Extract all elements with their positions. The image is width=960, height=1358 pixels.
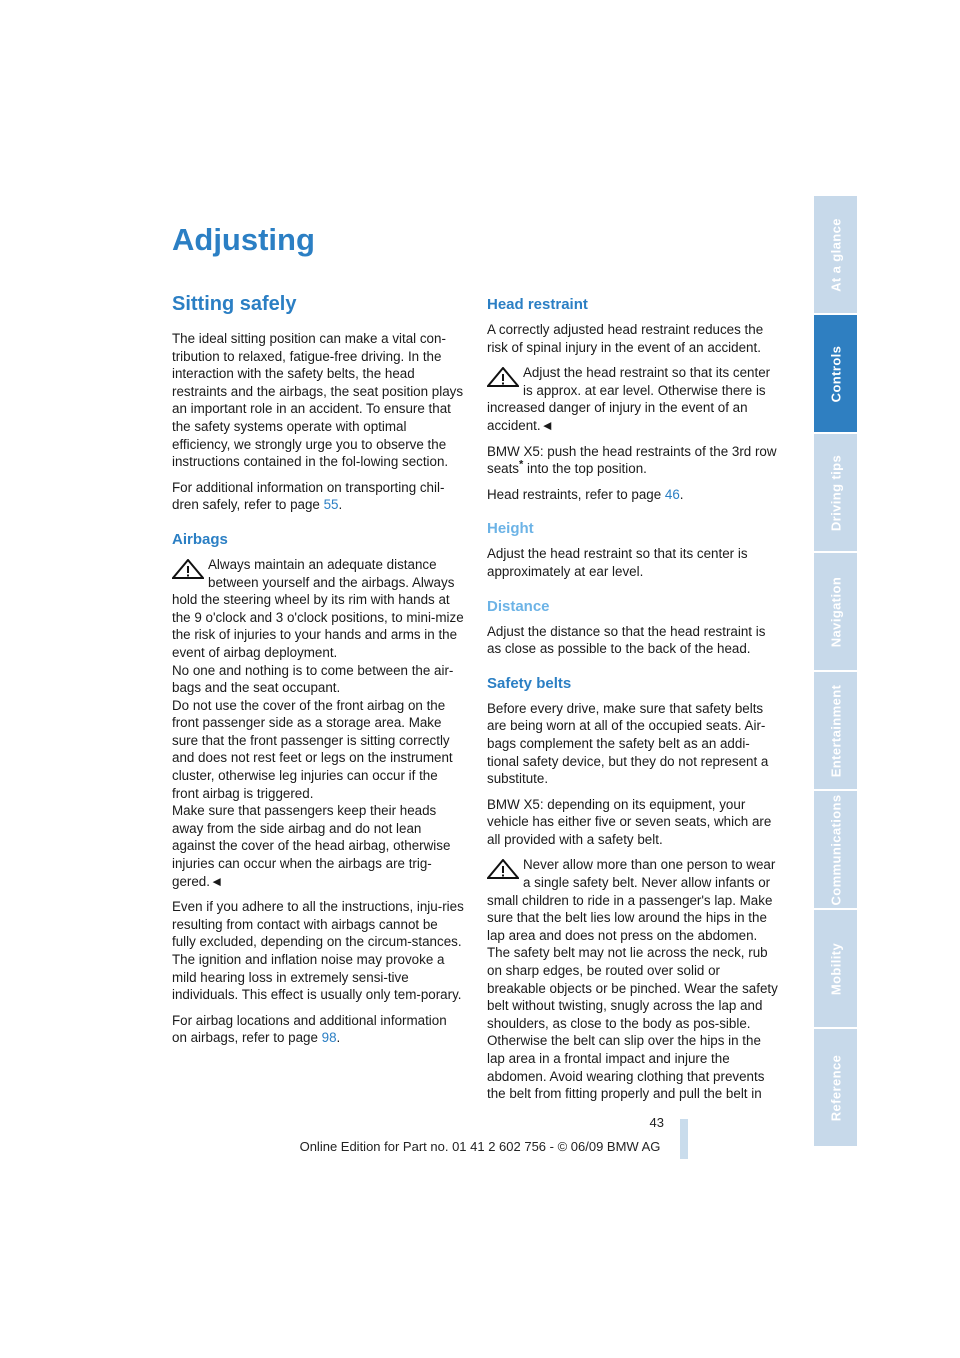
paragraph: The ideal sitting position can make a vital con-tribution to relaxed, fatigue-free driving. In the interaction with the safety belts, the head restraints and the airbags, the seat position plays an important role in an accident. To ensure that the safety systems operate with optimal efficiency, we strongly urge you to observe the instructions contained in the fol-lowing section. bbox=[172, 331, 464, 470]
warning-triangle-icon bbox=[487, 859, 519, 879]
warning-block: Never allow more than one person to wear a single safety belt. Never allow infants or small children to ride in a passenger's lap. Make sure that the belt lies low around the hips in the lap area and does not press on the abdomen. The safety belt may not lie across the neck, rub on sharp edges, be routed over solid or breakable objects or be pinched. Wear the safety belt without twisting, snugly across the lap and shoulders, as close to the body as pos-sible. Otherwise the belt can slip over the hips in the lap area in a frontal impact and injure the abdomen. Avoid wearing clothing that prevents the belt from fitting properly and pull the belt in bbox=[487, 857, 778, 1102]
page-title: Adjusting bbox=[172, 222, 315, 257]
warning-triangle-icon bbox=[172, 559, 204, 579]
paragraph: BMW X5: push the head restraints of the 3rd row seats* into the top position. bbox=[487, 443, 777, 477]
warning-block: Adjust the head restraint so that its center is approx. at ear level. Otherwise there is increased danger of injury in the event of an accident.◄ bbox=[487, 365, 771, 433]
subheading-distance: Distance bbox=[487, 597, 550, 615]
page-link[interactable]: 55 bbox=[323, 497, 339, 513]
tab-entertainment[interactable]: Entertainment bbox=[814, 672, 857, 789]
paragraph: Adjust the distance so that the head restraint is as close as possible to the back of the head. bbox=[487, 623, 766, 657]
paragraph: Adjust the head restraint so that its center is approximately at ear level. bbox=[487, 546, 748, 579]
paragraph: Head restraints, refer to page 46. bbox=[487, 486, 684, 502]
left-column bbox=[172, 292, 464, 1055]
tab-mobility[interactable]: Mobility bbox=[814, 910, 857, 1027]
tab-reference[interactable]: Reference bbox=[814, 1029, 857, 1146]
paragraph: BMW X5: depending on its equipment, your vehicle has either five or seven seats, which are all provided with a safety belt. bbox=[487, 796, 772, 847]
subheading-airbags: Airbags bbox=[172, 530, 228, 548]
tab-communications[interactable]: Communications bbox=[814, 791, 857, 908]
subheading-height: Height bbox=[487, 520, 534, 538]
page-link[interactable]: 46 bbox=[664, 486, 680, 502]
paragraph: A correctly adjusted head restraint reduces the risk of spinal injury in the event of an accident. bbox=[487, 322, 764, 355]
subheading-safety-belts: Safety belts bbox=[487, 674, 572, 692]
tab-at-a-glance[interactable]: At a glance bbox=[814, 196, 857, 313]
option-asterisk: * bbox=[519, 458, 524, 471]
paragraph: Before every drive, make sure that safety belts are being worn at all of the occupied seats. Air-bags complement the safety belt as an addi-tional safety device, but they do not represent a substitute. bbox=[487, 700, 769, 787]
tab-driving-tips[interactable]: Driving tips bbox=[814, 434, 857, 551]
tab-navigation[interactable]: Navigation bbox=[814, 553, 857, 670]
subheading-head-restraint: Head restraint bbox=[487, 296, 588, 313]
page-link[interactable]: 98 bbox=[321, 1030, 337, 1046]
warning-triangle-icon bbox=[487, 367, 519, 387]
section-heading-sitting-safely: Sitting safely bbox=[172, 293, 297, 315]
page-number: 43 bbox=[649, 1115, 664, 1130]
right-column bbox=[487, 295, 779, 1111]
paragraph: Even if you adhere to all the instructions, inju-ries resulting from contact with airbags cannot be fully excluded, depending on the circum-stances. The ignition and inflation noise may provoke a mild hearing loss in extremely sensi-tive individuals. This effect is usually only tem-porary. bbox=[172, 899, 464, 1003]
footer-edition-note: Online Edition for Part no. 01 41 2 602 756 - © 06/09 BMW AG bbox=[299, 1139, 661, 1154]
paragraph: For additional information on transporting chil-dren safely, refer to page 55. bbox=[172, 479, 445, 513]
chapter-tabs bbox=[814, 196, 857, 1148]
warning-block: Always maintain an adequate distance between yourself and the airbags. Always hold the steering wheel by its rim with hands at the 9 o'clock and 3 o'clock positions, to mini-mize the risk of injuries to your hands and arms in the event of airbag deployment. No one and nothing is to come between the air-bags and the seat occupant. Do not use the cover of the front airbag on the front passenger side as a storage area. Make sure that the front passenger is sitting correctly and does not rest feet or legs on the instrument cluster, otherwise leg injuries can occur if the front airbag is triggered. Make sure that passengers keep their heads away from the side airbag and do not lean against the cover of the head airbag, otherwise injuries can occur when the airbags are trig-gered.◄ bbox=[172, 556, 464, 889]
tab-controls[interactable]: Controls bbox=[814, 315, 857, 432]
paragraph: For airbag locations and additional information on airbags, refer to page 98. bbox=[172, 1012, 447, 1046]
